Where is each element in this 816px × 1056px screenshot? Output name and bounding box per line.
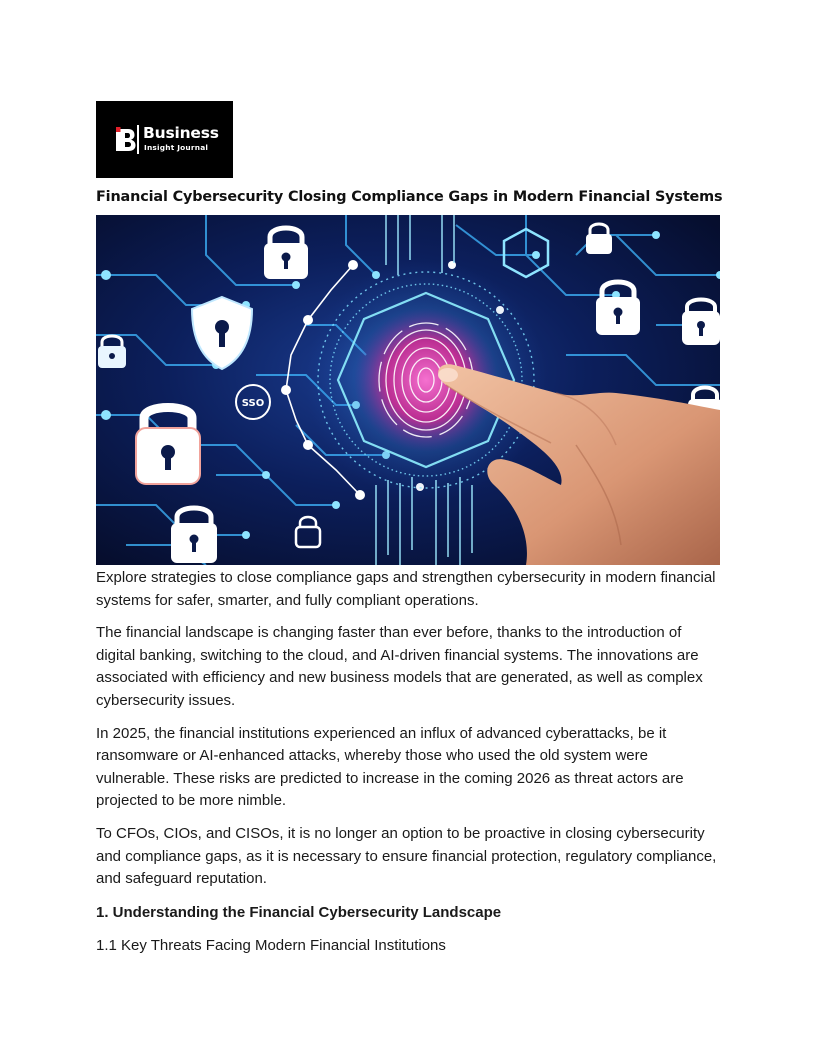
intro-paragraph: Explore strategies to close compliance gaps and strengthen cybersecurity in modern financial systems for safer, smarter, and fully compliant operations. (96, 569, 716, 609)
logo-divider (137, 125, 139, 154)
subsection-heading: 1.1 Key Threats Facing Modern Financial Institutions (96, 936, 446, 954)
body-paragraph-1: The financial landscape is changing faster than ever before, thanks to the introduction of digital banking, switching to the cloud, and AI-driven financial systems. The innovations are associated with efficiency and new business models that are generated, as well as complex cybersecurity issues. (96, 624, 703, 709)
sso-badge-label: SSO (241, 398, 265, 409)
logo-tagline: Insight Journal (144, 143, 209, 152)
section-heading: 1. Understanding the Financial Cybersecurity Landscape (96, 903, 502, 921)
body-paragraph-2: In 2025, the financial institutions experienced an influx of advanced cyberattacks, be it ransomware or AI-enhanced attacks, whereby those who used the old system were vulnerable. These risks are predicted to increase in the coming 2026 as threat actors are projected to be more nimble. (96, 724, 684, 810)
document-page (96, 101, 723, 957)
business-insight-journal-logo (96, 101, 233, 178)
logo-b-mark-icon (116, 127, 136, 153)
body-paragraph-3: To CFOs, CIOs, and CISOs, it is no longer an option to be proactive in closing cybersecurity and compliance gaps, as it is necessary to ensure financial protection, regulatory compliance, and safeguard reputation. (96, 824, 717, 888)
cybersecurity-fingerprint-hero-image (96, 215, 720, 565)
logo-name: Business (143, 124, 219, 142)
article-title: Financial Cybersecurity Closing Compliance Gaps in Modern Financial Systems (96, 189, 723, 205)
